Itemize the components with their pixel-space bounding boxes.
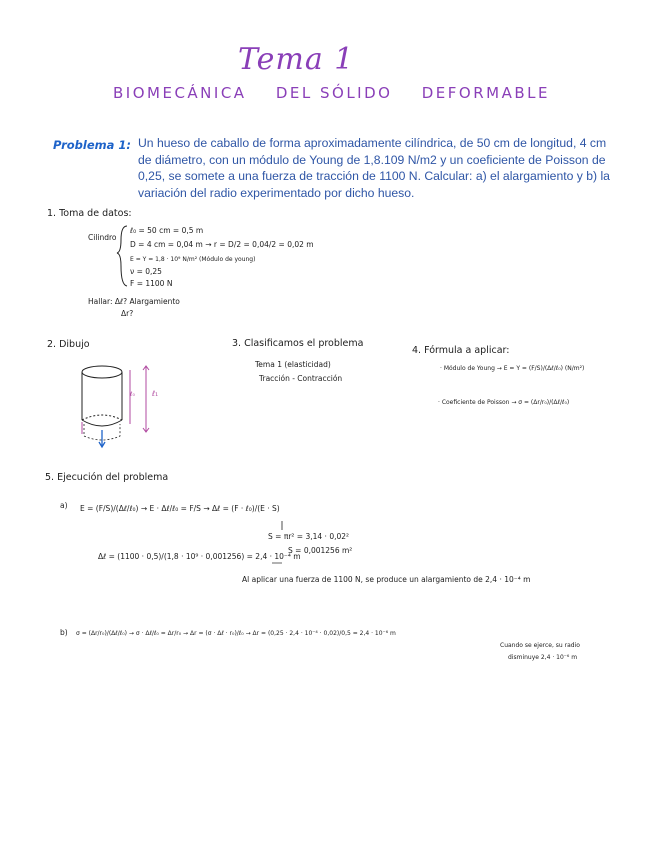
step3-line-1: Tema 1 (elasticidad) [255, 360, 331, 369]
area-formula: S = πr² = 3,14 · 0,02² [268, 532, 350, 541]
formula-poisson: · Coeficiente de Poisson → σ = (Δr/r₀)/(Δℓ/ℓ₀) [438, 399, 570, 406]
data-line-l0: ℓ₀ = 50 cm = 0,5 m [130, 226, 204, 235]
data-line-e: E = Y = 1,8 · 10⁹ N/m² (Módulo de young) [130, 256, 256, 263]
area-value: S = 0,001256 m² [288, 546, 353, 555]
data-brace [117, 226, 127, 286]
part-b-derivation: σ = (Δr/r₀)/(Δℓ/ℓ₀) → σ · Δℓ/ℓ₀ = Δr/r₀ → Δr = (σ · Δℓ · r₀)/ℓ₀ → Δr = (0,25 · 2,4 · 10⁻⁴ · 0,02)/0,5 = 2,4 · 10⁻⁶ m [76, 630, 396, 637]
part-a-label: a) [60, 501, 68, 510]
subtitle-word-1: BIOMECÁNICA [113, 84, 247, 102]
step5-heading: 5. Ejecución del problema [45, 472, 169, 483]
elongation-calc: Δℓ = (1100 · 0,5)/(1,8 · 10⁹ · 0,001256) = 2,4 · 10⁻⁴ m [98, 552, 301, 561]
part-a-conclusion: Al aplicar una fuerza de 1100 N, se produce un alargamiento de 2,4 · 10⁻⁴ m [242, 575, 531, 584]
part-b-conclusion-2: disminuye 2,4 · 10⁻⁶ m [508, 654, 578, 661]
step3-heading: 3. Clasificamos el problema [232, 338, 364, 349]
data-line-d: D = 4 cm = 0,04 m → r = D/2 = 0,04/2 = 0,02 m [130, 240, 314, 249]
step3-line-2: Tracción - Contracción [259, 374, 343, 383]
problem-label: Problema 1: [53, 138, 131, 152]
page-title: Tema 1 [238, 42, 355, 77]
subtitle-word-3: DEFORMABLE [421, 84, 550, 102]
step4-heading: 4. Fórmula a aplicar: [412, 345, 510, 356]
data-line-nu: ν = 0,25 [130, 267, 162, 276]
cilindro-label: Cilindro [88, 233, 117, 242]
hallar-line-1: Hallar: Δℓ? Alargamiento [88, 297, 180, 306]
cylinder-drawing [82, 366, 149, 447]
part-b-conclusion-1: Cuando se ejerce, su radio [500, 642, 580, 649]
label-l1: ℓ₁ [152, 389, 159, 398]
part-b-label: b) [60, 628, 68, 637]
problem-statement: Un hueso de caballo de forma aproximadamente cilíndrica, de 50 cm de longitud, 4 cm de diámetro, con un módulo de Young de 1,8.109 N/m2 y un coeficiente de Poisson de 0,25, se somete a una fuerza de tracción de 1100 N. Calcular: a) el alargamiento y b) la variación del radio experimentado por dicho hueso. [138, 136, 610, 200]
label-l0: ℓ₀ [130, 391, 135, 398]
hallar-line-2: Δr? [121, 309, 134, 318]
formula-young: · Módulo de Young → E = Y = (F/S)/(Δℓ/ℓ₀) (N/m²) [440, 365, 585, 372]
step1-heading: 1. Toma de datos: [47, 208, 132, 219]
subtitle-word-2: DEL SÓLIDO [275, 84, 393, 102]
step2-heading: 2. Dibujo [47, 339, 90, 350]
part-a-derivation: E = (F/S)/(Δℓ/ℓ₀) → E · Δℓ/ℓ₀ = F/S → Δℓ = (F · ℓ₀)/(E · S) [80, 504, 280, 513]
data-line-f: F = 1100 N [130, 279, 173, 288]
